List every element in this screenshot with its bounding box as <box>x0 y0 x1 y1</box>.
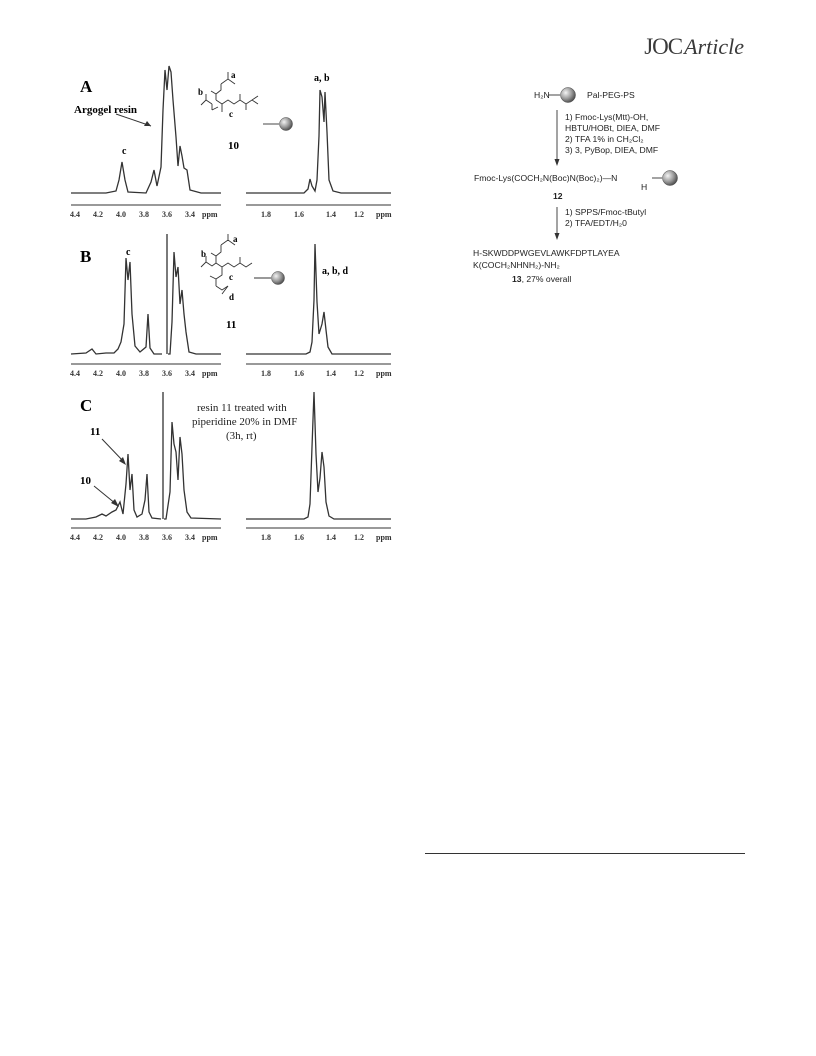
struct11-label-c: c <box>229 272 233 282</box>
tick-c-44: 4.4 <box>70 533 80 542</box>
panel-c-note <box>192 402 297 442</box>
unit-a-right: ppm <box>376 210 392 219</box>
intermediate-resin-bead <box>663 171 678 186</box>
start-resin-label: Pal-PEG-PS <box>587 90 635 100</box>
product-modification: K(COCH₂NHNH₂)-NH₂ <box>473 260 560 270</box>
struct11-label-a: a <box>233 234 238 244</box>
panel-c <box>70 392 392 542</box>
note-line-3: (3h, rt) <box>226 430 257 442</box>
start-resin-bead <box>561 88 576 103</box>
tick-c-36: 3.6 <box>162 533 172 542</box>
footnote-rule <box>425 853 745 854</box>
peak-label-a-ab: a, b <box>314 73 330 84</box>
spectrum-b-right <box>246 244 391 354</box>
intermediate-h: H <box>641 182 648 192</box>
struct11-label-b: b <box>201 249 207 259</box>
step1-arrowhead <box>555 159 560 166</box>
unit-c-left: ppm <box>202 533 218 542</box>
tick-a-18: 1.8 <box>261 210 271 219</box>
struct10-label-b: b <box>198 87 204 97</box>
product-number: 13 <box>512 274 522 284</box>
tick-c-12: 1.2 <box>354 533 364 542</box>
product-yield: , 27% overall <box>521 274 572 284</box>
intermediate-number: 12 <box>553 191 563 201</box>
step1-line3: 2) TFA 1% in CH₂Cl₂ <box>565 134 644 144</box>
axis-b-ticks <box>70 369 392 378</box>
product-caption <box>512 274 571 284</box>
tick-a-34: 3.4 <box>185 210 195 219</box>
unit-a-left: ppm <box>202 210 218 219</box>
intermediate-formula: Fmoc-Lys(COCH₂N(Boc)N(Boc)₂)—N <box>474 173 618 183</box>
unit-b-right: ppm <box>376 369 392 378</box>
panel-b-letter: B <box>80 247 92 266</box>
struct10-label-c: c <box>229 109 233 119</box>
scheme-svg <box>430 80 750 300</box>
axis-c-ticks <box>70 533 392 542</box>
structure-11 <box>201 234 252 294</box>
tick-c-34: 3.4 <box>185 533 195 542</box>
tick-b-36: 3.6 <box>162 369 172 378</box>
tick-c-40: 4.0 <box>116 533 126 542</box>
step2-line2: 2) TFA/EDT/H₂0 <box>565 218 627 228</box>
tick-a-40: 4.0 <box>116 210 126 219</box>
arrowhead-10 <box>111 499 119 507</box>
structure-10 <box>201 72 258 112</box>
peak-label-b-abd: a, b, d <box>322 266 349 277</box>
struct10-label-a: a <box>231 70 236 80</box>
tick-a-16: 1.6 <box>294 210 304 219</box>
tick-c-14: 1.4 <box>326 533 336 542</box>
synthesis-scheme <box>430 80 750 300</box>
argogel-label: Argogel resin <box>74 104 138 116</box>
spectrum-a-left <box>71 66 221 193</box>
start-amine: H₂N <box>534 90 550 100</box>
peak-label-a-c: c <box>122 146 127 157</box>
panel-a-letter: A <box>80 77 93 96</box>
journal-abbreviation: JOC <box>644 34 683 59</box>
arrow-label-10: 10 <box>80 475 91 487</box>
tick-c-16: 1.6 <box>294 533 304 542</box>
step1-line1: 1) Fmoc-Lys(Mtt)-OH, <box>565 112 649 122</box>
struct11-label-d: d <box>229 292 235 302</box>
axis-a-ticks <box>70 210 392 219</box>
spectrum-a-right <box>246 90 391 193</box>
tick-a-36: 3.6 <box>162 210 172 219</box>
arrow-10 <box>94 486 116 504</box>
spectrum-b-left <box>71 252 221 354</box>
step2-arrowhead <box>555 233 560 240</box>
step2-line1: 1) SPPS/Fmoc-tButyl <box>565 207 647 217</box>
tick-c-42: 4.2 <box>93 533 103 542</box>
tick-b-44: 4.4 <box>70 369 80 378</box>
arrow-11 <box>102 439 124 462</box>
unit-c-right: ppm <box>376 533 392 542</box>
resin-bead-11 <box>272 272 285 285</box>
panel-a <box>70 66 392 219</box>
step1-line4: 3) 3, PyBop, DIEA, DMF <box>565 145 659 155</box>
panel-b <box>70 234 392 378</box>
journal-section: Article <box>684 34 744 59</box>
note-line-1: resin 11 treated with <box>197 402 287 414</box>
tick-b-16: 1.6 <box>294 369 304 378</box>
journal-logo <box>644 34 744 60</box>
peak-label-b-c: c <box>126 247 131 258</box>
step1-line2: HBTU/HOBt, DIEA, DMF <box>565 123 661 133</box>
tick-b-34: 3.4 <box>185 369 195 378</box>
tick-b-18: 1.8 <box>261 369 271 378</box>
tick-b-40: 4.0 <box>116 369 126 378</box>
unit-b-left: ppm <box>202 369 218 378</box>
tick-b-42: 4.2 <box>93 369 103 378</box>
tick-a-14: 1.4 <box>326 210 336 219</box>
tick-c-18: 1.8 <box>261 533 271 542</box>
tick-b-14: 1.4 <box>326 369 336 378</box>
tick-a-38: 3.8 <box>139 210 149 219</box>
note-line-2: piperidine 20% in DMF <box>192 416 298 428</box>
nmr-spectra-svg <box>66 62 398 560</box>
panel-c-letter: C <box>80 396 93 415</box>
compound-11-label: 11 <box>226 319 237 331</box>
nmr-figure <box>66 62 398 560</box>
compound-10-label: 10 <box>228 140 239 152</box>
arrow-label-11: 11 <box>90 426 101 438</box>
tick-b-38: 3.8 <box>139 369 149 378</box>
resin-bead-10 <box>280 118 293 131</box>
tick-a-42: 4.2 <box>93 210 103 219</box>
tick-b-12: 1.2 <box>354 369 364 378</box>
tick-a-44: 4.4 <box>70 210 80 219</box>
product-sequence: H-SKWDDPWGEVLAWKFDPTLAYEA <box>473 248 620 258</box>
tick-c-38: 3.8 <box>139 533 149 542</box>
tick-a-12: 1.2 <box>354 210 364 219</box>
